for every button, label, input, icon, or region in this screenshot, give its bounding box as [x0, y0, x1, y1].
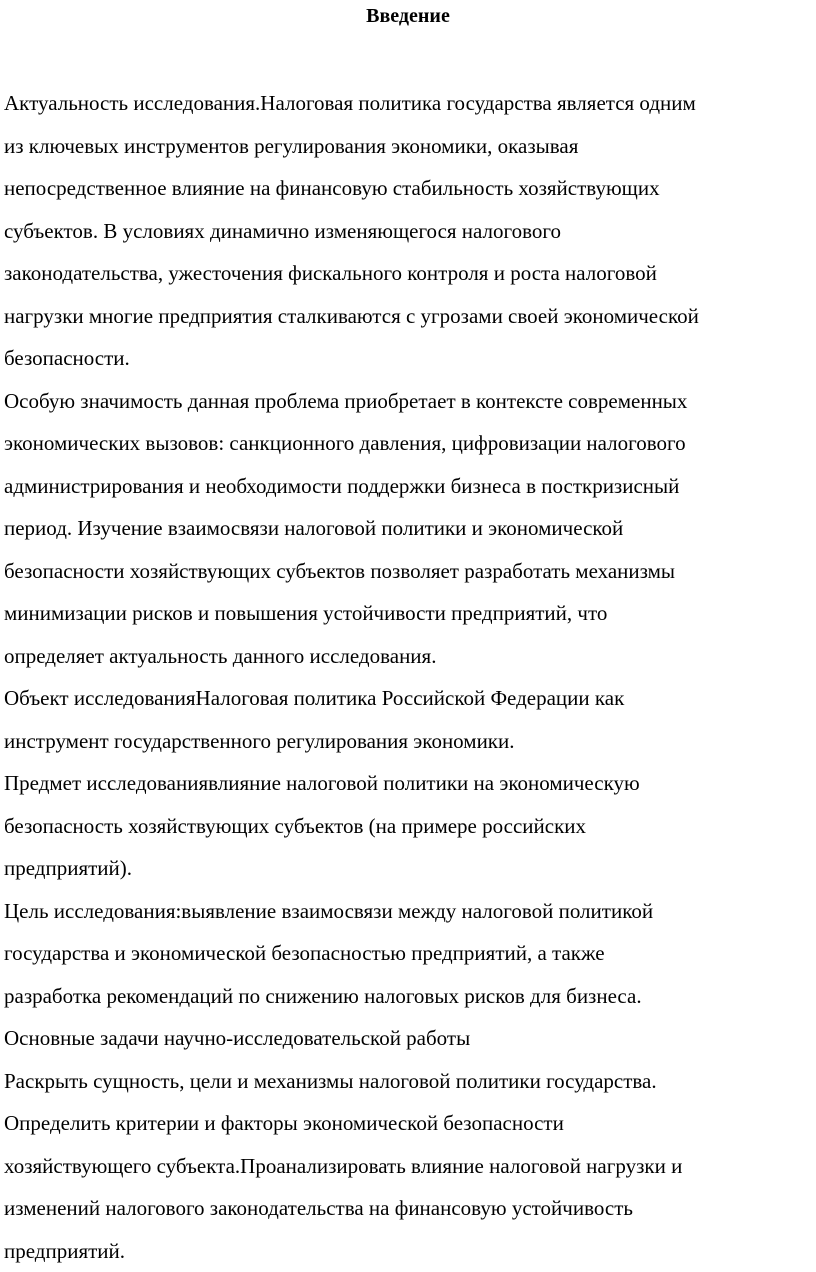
text-line: Основные задачи научно-исследовательской работы [4, 1017, 810, 1060]
text-line: безопасности хозяйствующих субъектов позволяет разработать механизмы [4, 550, 810, 593]
text-line: непосредственное влияние на финансовую стабильность хозяйствующих [4, 167, 810, 210]
text-line: Актуальность исследования.Налоговая политика государства является одним [4, 82, 810, 125]
text-line: безопасности. [4, 337, 810, 380]
text-line: нагрузки многие предприятия сталкиваются с угрозами своей экономической [4, 295, 810, 338]
text-line: из ключевых инструментов регулирования экономики, оказывая [4, 125, 810, 168]
text-line: государства и экономической безопасностью предприятий, а также [4, 932, 810, 975]
text-line: Объект исследованияНалоговая политика Российской Федерации как [4, 677, 810, 720]
text-line: безопасность хозяйствующих субъектов (на примере российских [4, 805, 810, 848]
text-line: администрирования и необходимости поддержки бизнеса в посткризисный [4, 465, 810, 508]
text-line: экономических вызовов: санкционного давления, цифровизации налогового [4, 422, 810, 465]
text-line: субъектов. В условиях динамично изменяющегося налогового [4, 210, 810, 253]
document-body [4, 82, 810, 1272]
text-line: период. Изучение взаимосвязи налоговой политики и экономической [4, 507, 810, 550]
text-line: инструмент государственного регулирования экономики. [4, 720, 810, 763]
text-line: законодательства, ужесточения фискального контроля и роста налоговой [4, 252, 810, 295]
text-line: минимизации рисков и повышения устойчивости предприятий, что [4, 592, 810, 635]
text-line: предприятий. [4, 1230, 810, 1272]
text-line: Особую значимость данная проблема приобретает в контексте современных [4, 380, 810, 423]
text-line: Предмет исследованиявлияние налоговой политики на экономическую [4, 762, 810, 805]
text-line: Цель исследования:выявление взаимосвязи между налоговой политикой [4, 890, 810, 933]
text-line: Раскрыть сущность, цели и механизмы налоговой политики государства. [4, 1060, 810, 1103]
text-line: Определить критерии и факторы экономической безопасности [4, 1102, 810, 1145]
text-line: предприятий). [4, 847, 810, 890]
text-line: определяет актуальность данного исследования. [4, 635, 810, 678]
text-line: изменений налогового законодательства на финансовую устойчивость [4, 1187, 810, 1230]
document-title: Введение [0, 4, 816, 28]
text-line: хозяйствующего субъекта.Проанализировать влияние налоговой нагрузки и [4, 1145, 810, 1188]
text-line: разработка рекомендаций по снижению налоговых рисков для бизнеса. [4, 975, 810, 1018]
